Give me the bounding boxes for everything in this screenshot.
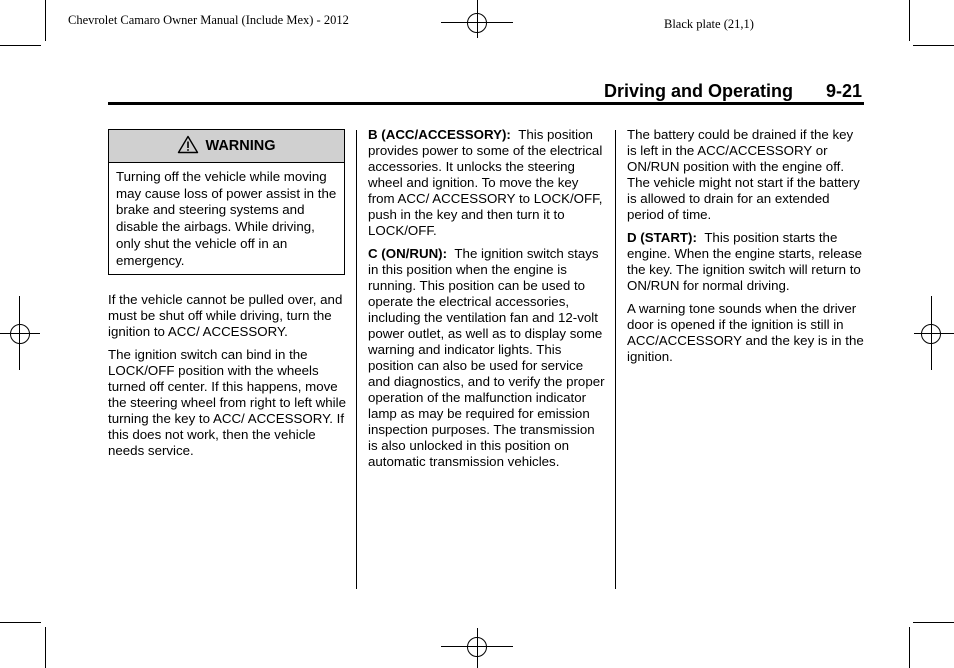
- section-title: Driving and Operating: [604, 81, 794, 101]
- column-divider: [615, 130, 616, 589]
- warning-text: Turning off the vehicle while moving may cause loss of power assist in the brake and steering systems and disable the airbags. While driving, only shut the vehicle off in an emergency.: [116, 169, 337, 268]
- term-c-on: C (ON/RUN):: [368, 246, 448, 261]
- column-1: [108, 292, 348, 466]
- term-d-start: D (START):: [627, 230, 697, 245]
- crop-mark: [0, 622, 41, 623]
- warning-box: [108, 129, 345, 275]
- paragraph-c-on: [368, 246, 606, 470]
- warning-header: [109, 130, 344, 163]
- term-b-acc: B (ACC/ACCESSORY):: [368, 127, 511, 142]
- text-d-start: This position starts the engine. When the engine starts, release the key. The ignition switch will return to ON/RUN for normal driving.: [627, 230, 863, 293]
- column-3: [627, 127, 865, 372]
- text-b-acc: This position provides power to some of the electrical accessories. It unlocks the steering wheel and ignition. To move the key from ACC/ ACCESSORY to LOCK/OFF, push in the key and then turn it to LOCK/OFF.: [368, 127, 603, 238]
- plate-label: Black plate (21,1): [664, 17, 754, 31]
- manual-title: Chevrolet Camaro Owner Manual (Include Mex) - 2012: [68, 13, 349, 27]
- paragraph: The ignition switch can bind in the LOCK/OFF position with the wheels turned off center. If this happens, move the steering wheel from right to left while turning the key to ACC/ ACCESSORY. If this does not work, then the vehicle needs service.: [108, 347, 346, 458]
- header-rule: [108, 102, 864, 105]
- paragraph-b-acc: [368, 127, 606, 239]
- crop-mark: [0, 45, 41, 46]
- column-divider: [356, 130, 357, 589]
- page-number: 9-21: [826, 81, 863, 101]
- warning-title: WARNING: [205, 138, 276, 154]
- paragraph: If the vehicle cannot be pulled over, and must be shut off while driving, turn the ignition to ACC/ ACCESSORY.: [108, 292, 343, 339]
- exclamation-triangle-icon: [177, 135, 199, 158]
- crop-mark: [913, 622, 954, 623]
- column-2: [368, 127, 606, 477]
- text-c-on: The ignition switch stays in this position when the engine is running. This position can be used to operate the electrical accessories, including the ventilation fan and 12-volt power outlet, as well as to display some warning and indicator lights. This position can also be used for service and diagnostics, and to verify the proper operation of the malfunction indicator lamp as may be required for emission inspection purposes. The transmission is also unlocked in this position on automatic transmission vehicles.: [368, 246, 605, 469]
- crop-mark: [909, 627, 910, 668]
- paragraph: A warning tone sounds when the driver door is opened if the ignition is still in ACC/ACCESSORY and the key is in the ignition.: [627, 301, 864, 364]
- crop-mark: [913, 45, 954, 46]
- crop-mark: [45, 627, 46, 668]
- crop-mark: [909, 0, 910, 41]
- paragraph-d-start: [627, 230, 865, 294]
- crop-mark: [45, 0, 46, 41]
- paragraph: The battery could be drained if the key is left in the ACC/ACCESSORY or ON/RUN position with the engine off. The vehicle might not start if the battery is allowed to drain for an extended period of time.: [627, 127, 860, 222]
